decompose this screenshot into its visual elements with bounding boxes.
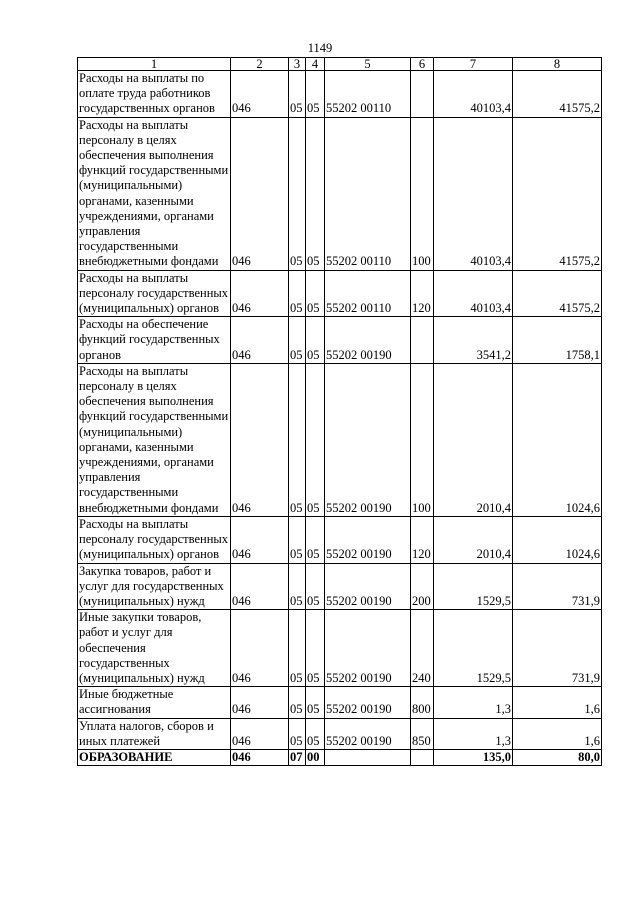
amount-year2-cell: 80,0 [513, 749, 602, 765]
expense-type-cell: 240 [411, 610, 434, 687]
expense-type-cell [411, 749, 434, 765]
amount-year1-cell: 1529,5 [434, 563, 513, 610]
table-row [78, 687, 602, 718]
amount-year2-cell: 41575,2 [513, 270, 602, 317]
section-code-cell: 05 [289, 117, 306, 270]
expense-name-cell: Иные закупки товаров, работ и услуг для обеспечения государственных (муниципальных) нужд [78, 610, 231, 687]
target-article-cell: 55202 00110 [325, 71, 411, 118]
section-code-cell: 05 [289, 687, 306, 718]
amount-year2-cell: 41575,2 [513, 117, 602, 270]
amount-year1-cell: 1,3 [434, 718, 513, 749]
target-article-cell: 55202 00190 [325, 687, 411, 718]
target-article-cell: 55202 00110 [325, 117, 411, 270]
column-header-3: 3 [289, 58, 306, 71]
expense-name-cell: ОБРАЗОВАНИЕ [78, 749, 231, 765]
subsection-code-cell: 05 [306, 687, 325, 718]
amount-year2-cell: 41575,2 [513, 71, 602, 118]
budget-table [77, 57, 602, 766]
expense-name-cell: Расходы на выплаты персоналу в целях обеспечения выполнения функций государственными (муниципальными) органами, казенными учреждениями, органами управления государственными внебюджетными фондами [78, 117, 231, 270]
table-row [78, 363, 602, 516]
amount-year1-cell: 3541,2 [434, 317, 513, 364]
section-code-cell: 05 [289, 610, 306, 687]
subsection-code-cell: 05 [306, 363, 325, 516]
ministry-code-cell: 046 [231, 317, 289, 364]
amount-year1-cell: 135,0 [434, 749, 513, 765]
expense-name-cell: Закупка товаров, работ и услуг для государственных (муниципальных) нужд [78, 563, 231, 610]
ministry-code-cell: 046 [231, 610, 289, 687]
page-number: 1149 [307, 41, 333, 55]
table-row [78, 610, 602, 687]
table-total-row [78, 749, 602, 765]
table-row [78, 718, 602, 749]
table-row [78, 117, 602, 270]
table-row [78, 317, 602, 364]
amount-year2-cell: 731,9 [513, 563, 602, 610]
target-article-cell: 55202 00190 [325, 516, 411, 563]
subsection-code-cell: 05 [306, 563, 325, 610]
section-code-cell: 05 [289, 516, 306, 563]
expense-type-cell: 100 [411, 117, 434, 270]
subsection-code-cell: 05 [306, 718, 325, 749]
table-row [78, 270, 602, 317]
expense-name-cell: Расходы на выплаты персоналу государственных (муниципальных) органов [78, 516, 231, 563]
ministry-code-cell: 046 [231, 563, 289, 610]
section-code-cell: 05 [289, 718, 306, 749]
amount-year2-cell: 1,6 [513, 687, 602, 718]
amount-year1-cell: 40103,4 [434, 71, 513, 118]
expense-name-cell: Расходы на выплаты персоналу в целях обеспечения выполнения функций государственными (муниципальными) органами, казенными учреждениями, органами управления государственными внебюджетными фондами [78, 363, 231, 516]
expense-name-cell: Расходы на выплаты по оплате труда работников государственных органов [78, 71, 231, 118]
expense-type-cell: 850 [411, 718, 434, 749]
target-article-cell: 55202 00190 [325, 317, 411, 364]
amount-year2-cell: 731,9 [513, 610, 602, 687]
subsection-code-cell: 00 [306, 749, 325, 765]
table-header-row [78, 58, 602, 71]
subsection-code-cell: 05 [306, 610, 325, 687]
column-header-2: 2 [231, 58, 289, 71]
section-code-cell: 05 [289, 317, 306, 364]
table-row [78, 563, 602, 610]
expense-type-cell [411, 317, 434, 364]
table-row [78, 516, 602, 563]
subsection-code-cell: 05 [306, 317, 325, 364]
target-article-cell: 55202 00190 [325, 363, 411, 516]
expense-name-cell: Расходы на обеспечение функций государственных органов [78, 317, 231, 364]
target-article-cell [325, 749, 411, 765]
section-code-cell: 05 [289, 563, 306, 610]
ministry-code-cell: 046 [231, 718, 289, 749]
subsection-code-cell: 05 [306, 71, 325, 118]
column-header-8: 8 [513, 58, 602, 71]
amount-year1-cell: 40103,4 [434, 117, 513, 270]
amount-year1-cell: 2010,4 [434, 363, 513, 516]
subsection-code-cell: 05 [306, 270, 325, 317]
expense-type-cell: 120 [411, 270, 434, 317]
expense-type-cell: 200 [411, 563, 434, 610]
column-header-7: 7 [434, 58, 513, 71]
section-code-cell: 05 [289, 270, 306, 317]
ministry-code-cell: 046 [231, 270, 289, 317]
ministry-code-cell: 046 [231, 516, 289, 563]
ministry-code-cell: 046 [231, 71, 289, 118]
column-header-6: 6 [411, 58, 434, 71]
section-code-cell: 07 [289, 749, 306, 765]
subsection-code-cell: 05 [306, 516, 325, 563]
expense-type-cell [411, 71, 434, 118]
amount-year1-cell: 40103,4 [434, 270, 513, 317]
expense-name-cell: Уплата налогов, сборов и иных платежей [78, 718, 231, 749]
expense-name-cell: Расходы на выплаты персоналу государственных (муниципальных) органов [78, 270, 231, 317]
amount-year1-cell: 1529,5 [434, 610, 513, 687]
subsection-code-cell: 05 [306, 117, 325, 270]
expense-type-cell: 800 [411, 687, 434, 718]
ministry-code-cell: 046 [231, 749, 289, 765]
section-code-cell: 05 [289, 71, 306, 118]
amount-year2-cell: 1,6 [513, 718, 602, 749]
amount-year2-cell: 1758,1 [513, 317, 602, 364]
amount-year1-cell: 2010,4 [434, 516, 513, 563]
section-code-cell: 05 [289, 363, 306, 516]
expense-type-cell: 120 [411, 516, 434, 563]
expense-type-cell: 100 [411, 363, 434, 516]
target-article-cell: 55202 00190 [325, 610, 411, 687]
target-article-cell: 55202 00190 [325, 563, 411, 610]
amount-year1-cell: 1,3 [434, 687, 513, 718]
table-body [78, 71, 602, 766]
ministry-code-cell: 046 [231, 363, 289, 516]
column-header-1: 1 [78, 58, 231, 71]
table-row [78, 71, 602, 118]
column-header-5: 5 [325, 58, 411, 71]
column-header-4: 4 [306, 58, 325, 71]
target-article-cell: 55202 00110 [325, 270, 411, 317]
expense-name-cell: Иные бюджетные ассигнования [78, 687, 231, 718]
amount-year2-cell: 1024,6 [513, 516, 602, 563]
amount-year2-cell: 1024,6 [513, 363, 602, 516]
ministry-code-cell: 046 [231, 687, 289, 718]
ministry-code-cell: 046 [231, 117, 289, 270]
target-article-cell: 55202 00190 [325, 718, 411, 749]
